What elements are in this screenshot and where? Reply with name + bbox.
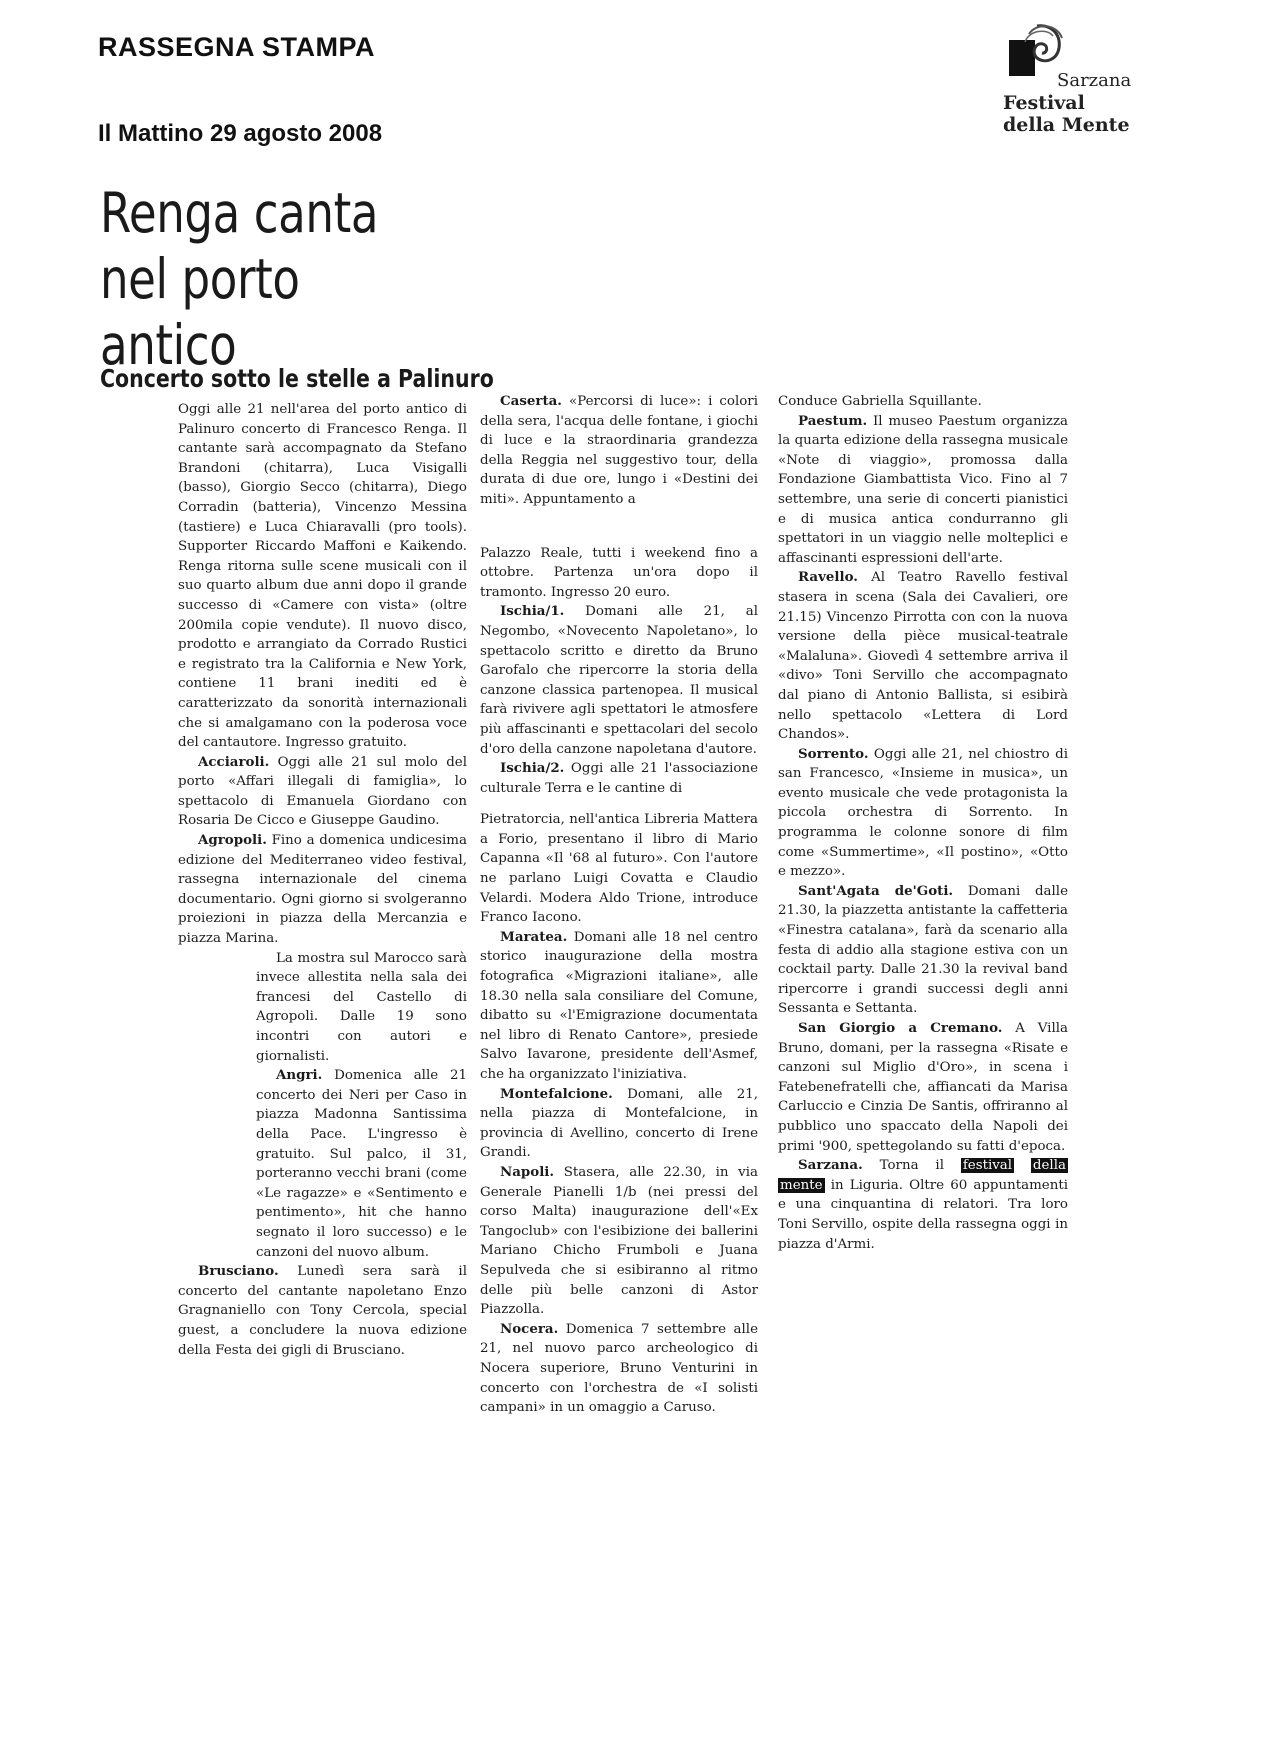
paragraph-acciaroli [178, 753, 467, 831]
paragraph-montefalcione [480, 1085, 758, 1163]
paragraph-ischia-1 [480, 602, 758, 759]
place-name: Montefalcione. [500, 1085, 613, 1102]
paragraph-text: Conduce Gabriella Squillante. [778, 394, 982, 409]
paragraph-text: Stasera, alle 22.30, in via Generale Pianelli 1/b (nei pressi del corso Malta) inaugurazione dell'«Ex Tangoclub» con l'esibizione dei ballerini Mariano Chicho Frumboli e Juana Sepulveda che si esibiranno al ritmo delle più belle canzoni di Astor Piazzolla. [480, 1164, 758, 1318]
place-name: Napoli. [500, 1163, 555, 1180]
paragraph-caserta [480, 392, 758, 510]
article-subtitle: Concerto sotto le stelle a Palinuro [100, 364, 494, 393]
newspaper-source: Il Mattino 29 agosto 2008 [98, 120, 383, 147]
column-gap [480, 510, 758, 544]
paragraph-text: «Percorsi di luce»: i colori della sera, l'acqua delle fontane, i giochi di luce e la straordinaria grandezza della Reggia nel suggestivo tour, della durata di due ore, lungo i «Destini dei miti». Appuntamento a [480, 394, 758, 507]
place-name: Nocera. [500, 1320, 559, 1337]
column-gap [480, 798, 758, 810]
highlight-mente: mente [780, 1177, 823, 1193]
paragraph-text: Al Teatro Ravello festival stasera in scena (Sala dei Cavalieri, ore 21.15) Vincenzo Pirrotta con con la nuova versione della pièce musical-teatrale «Malaluna». Giovedì 4 settembre arriva il «divo» Toni Servillo che accompagnato dal piano di Antonio Ballista, si esibirà nello spettacolo «Lettera di Lord Chandos». [778, 570, 1068, 743]
paragraph-text: Il museo Paestum organizza la quarta edizione della rassegna musicale «Note di viaggio», promossa dalla Fondazione Giambattista Vico. Fino al 7 settembre, una serie di concerti pianistici e di musica antica condurranno gli spettatori in un viaggio nelle molteplici e affascinanti espressioni dell'arte. [778, 413, 1068, 566]
festival-logo [1003, 14, 1173, 144]
article-column-1 [178, 400, 467, 1360]
place-name: Paestum. [798, 412, 868, 429]
paragraph-santagata [778, 882, 1068, 1019]
place-name: Caserta. [500, 393, 562, 409]
place-name: Maratea. [500, 928, 568, 945]
paragraph-text: Oggi alle 21 sul molo del porto «Affari illegali di famiglia», lo spettacolo di Emanuela Giordano con Rosaria De Cicco e Giuseppe Gaudino. [178, 754, 467, 829]
paragraph-maratea [480, 928, 758, 1085]
place-name: San Giorgio a Cremano. [798, 1020, 1003, 1036]
place-name: Ischia/1. [500, 603, 565, 620]
place-name: Ravello. [798, 569, 858, 586]
paragraph-text: Pietratorcia, nell'antica Libreria Mattera a Forio, presentano il libro di Mario Capanna «Il '68 al futuro». Con l'autore ne parlano Luigi Covatta e Claudio Velardi. Modera Aldo Trione, introduce Franco Iacono. [480, 812, 758, 926]
paragraph-text: Oggi alle 21, nel chiostro di san Francesco, «Insieme in musica», un evento musicale che vede protagonista la piccola orchestra di Sorrento. In programma le colonne sonore di film come «Summertime», «Il postino», «Otto e mezzo». [778, 746, 1068, 880]
paragraph-text: Fino a domenica undicesima edizione del Mediterraneo video festival, rassegna internazionale del cinema documentario. Ogni giorno si svolgeranno proiezioni in piazza della Mercanzia e piazza Marina. [178, 833, 467, 947]
paragraph-text: Torna il [879, 1158, 944, 1174]
highlight-della: della [1032, 1158, 1066, 1174]
paragraph-text: Domani, alle 21, nella piazza di Montefalcione, in provincia di Avellino, concerto di Irene Grandi. [480, 1086, 758, 1161]
paragraph-text: Domani dalle 21.30, la piazzetta antistante la caffetteria «Finestra catalana», farà da scenario alla festa di addio alla stagione estiva con un cocktail party. Dalle 21.30 la revival band ripercorre i grandi successi degli anni Sessanta e Settanta. [778, 883, 1069, 1017]
paragraph-text: Palazzo Reale, tutti i weekend fino a ottobre. Partenza un'ora dopo il tramonto. Ingresso 20 euro. [480, 545, 758, 600]
place-name: Sant'Agata de'Goti. [798, 882, 954, 899]
paragraph-sorrento [778, 745, 1068, 882]
paragraph-text: Oggi alle 21 l'associazione culturale Terra e le cantine di [480, 761, 758, 796]
place-name: Sorrento. [798, 745, 869, 762]
paragraph-text: Oggi alle 21 nell'area del porto antico di Palinuro concerto di Francesco Renga. Il cantante sarà accompagnato da Stefano Brandoni (chitarra), Luca Visigalli (basso), Giorgio Secco (chitarra), Diego Corradin (batteria), Vincenzo Messina (tastiere) e Luca Chiaravalli (pro tools). Supporter Riccardo Maffoni e Kaikendo. Renga ritorna sulle scene musicali con il suo quarto album due anni dopo il grande successo di «Camere con vista» (oltre 200mila copie vendute). Il nuovo disco, prodotto e arrangiato da Corrado Rustici e registrato tra la California e New York, contiene 11 brani inediti ed è caratterizzato da sonorità internazionali che si amalgamano con la poderosa voce del cantautore. Ingresso gratuito. [178, 402, 467, 751]
place-name: Ischia/2. [500, 760, 565, 777]
paragraph-nocera-cont [778, 392, 1068, 412]
paragraph-agropoli [178, 831, 467, 949]
paragraph-napoli [480, 1163, 758, 1320]
paragraph-angri [178, 1066, 467, 1262]
paragraph-text: Domani alle 21, al Negombo, «Novecento Napoletano», lo spettacolo scritto e diretto da Bruno Garofalo che ripercorre la storia della canzone classica partenopea. Il musical farà rivivere agli spettatori le atmosfere più affascinanti e spettacolari del secolo d'oro della canzone napoletana d'autore. [480, 604, 758, 757]
place-name: Sarzana. [798, 1157, 863, 1174]
rassegna-stampa-label: RASSEGNA STAMPA [98, 32, 376, 62]
place-name: Brusciano. [198, 1263, 279, 1280]
headline-line-1: Renga canta [100, 181, 379, 245]
paragraph-ischia-2 [480, 759, 758, 798]
paragraph-agropoli-mostra [178, 949, 467, 1067]
paragraph-text: in Liguria. Oltre 60 appuntamenti e una cinquantina di relatori. Tra loro Toni Servillo, ospite della rassegna oggi in piazza d'Armi. [778, 1177, 1068, 1252]
paragraph-text: La mostra sul Marocco sarà invece allestita nella sala dei francesi del Castello di Agropoli. Dalle 19 sono incontri con autori e giornalisti. [256, 950, 467, 1064]
logo-della-mente: della Mente [1003, 114, 1130, 136]
logo-city: Sarzana [1057, 70, 1132, 91]
paragraph-caserta-cont [480, 544, 758, 603]
paragraph-san-giorgio [778, 1019, 1068, 1156]
paragraph-text: Domenica alle 21 concerto dei Neri per Caso in piazza Madonna Santissima della Pace. L'ingresso è gratuito. Sul palco, il 31, porteranno vecchi brani (come «Le ragazze» e «Sentimento e pentimento», hit che hanno segnato il loro successo) e le canzoni del nuovo album. [256, 1068, 467, 1260]
paragraph-brusciano [178, 1262, 467, 1360]
headline-line-2: nel porto antico [100, 247, 300, 377]
paragraph-text: Lunedì sera sarà il concerto del cantante napoletano Enzo Gragnaniello con Tony Cercola, special guest, a concludere la nuova edizione della Festa dei gigli di Brusciano. [178, 1264, 467, 1358]
place-name: Agropoli. [198, 832, 267, 849]
paragraph-text: A Villa Bruno, domani, per la rassegna «Risate e canzoni sul Miglio d'Oro», in scena i Fatebenefratelli che, affiancati da Marisa Carluccio e Cinzia De Santis, offriranno al pubblico uno spaccato della Napoli dei primi '900, spettegolando su fatti d'epoca. [778, 1021, 1068, 1154]
place-name: Angri. [276, 1067, 323, 1084]
logo-festival: Festival [1003, 92, 1085, 114]
paragraph-text: Domenica 7 settembre alle 21, nel nuovo parco archeologico di Nocera superiore, Bruno Venturini in concerto con l'orchestra de «I solisti campani» in un omaggio a Caruso. [480, 1321, 758, 1416]
article-column-2 [480, 392, 758, 1418]
article-column-3 [778, 392, 1068, 1254]
article-headline [100, 180, 444, 378]
paragraph-text: Domani alle 18 nel centro storico inaugurazione della mostra fotografica «Migrazioni italiane», alle 18.30 nella sala consiliare del Comune, dibatto su «l'Emigrazione documentata nel libro di Renato Cantore», presiede Salvo Iavarone, presidente dell'Asmef, che ha organizzato l'iniziativa. [480, 929, 758, 1082]
paragraph-sarzana [778, 1156, 1068, 1254]
paragraph-paestum [778, 412, 1068, 569]
highlight-festival: festival [962, 1158, 1013, 1174]
place-name: Acciaroli. [198, 753, 270, 770]
paragraph-palinuro [178, 400, 467, 753]
paragraph-nocera [480, 1320, 758, 1418]
logo-text [1003, 70, 1131, 136]
paragraph-ravello [778, 568, 1068, 744]
paragraph-ischia-2-cont [480, 810, 758, 928]
